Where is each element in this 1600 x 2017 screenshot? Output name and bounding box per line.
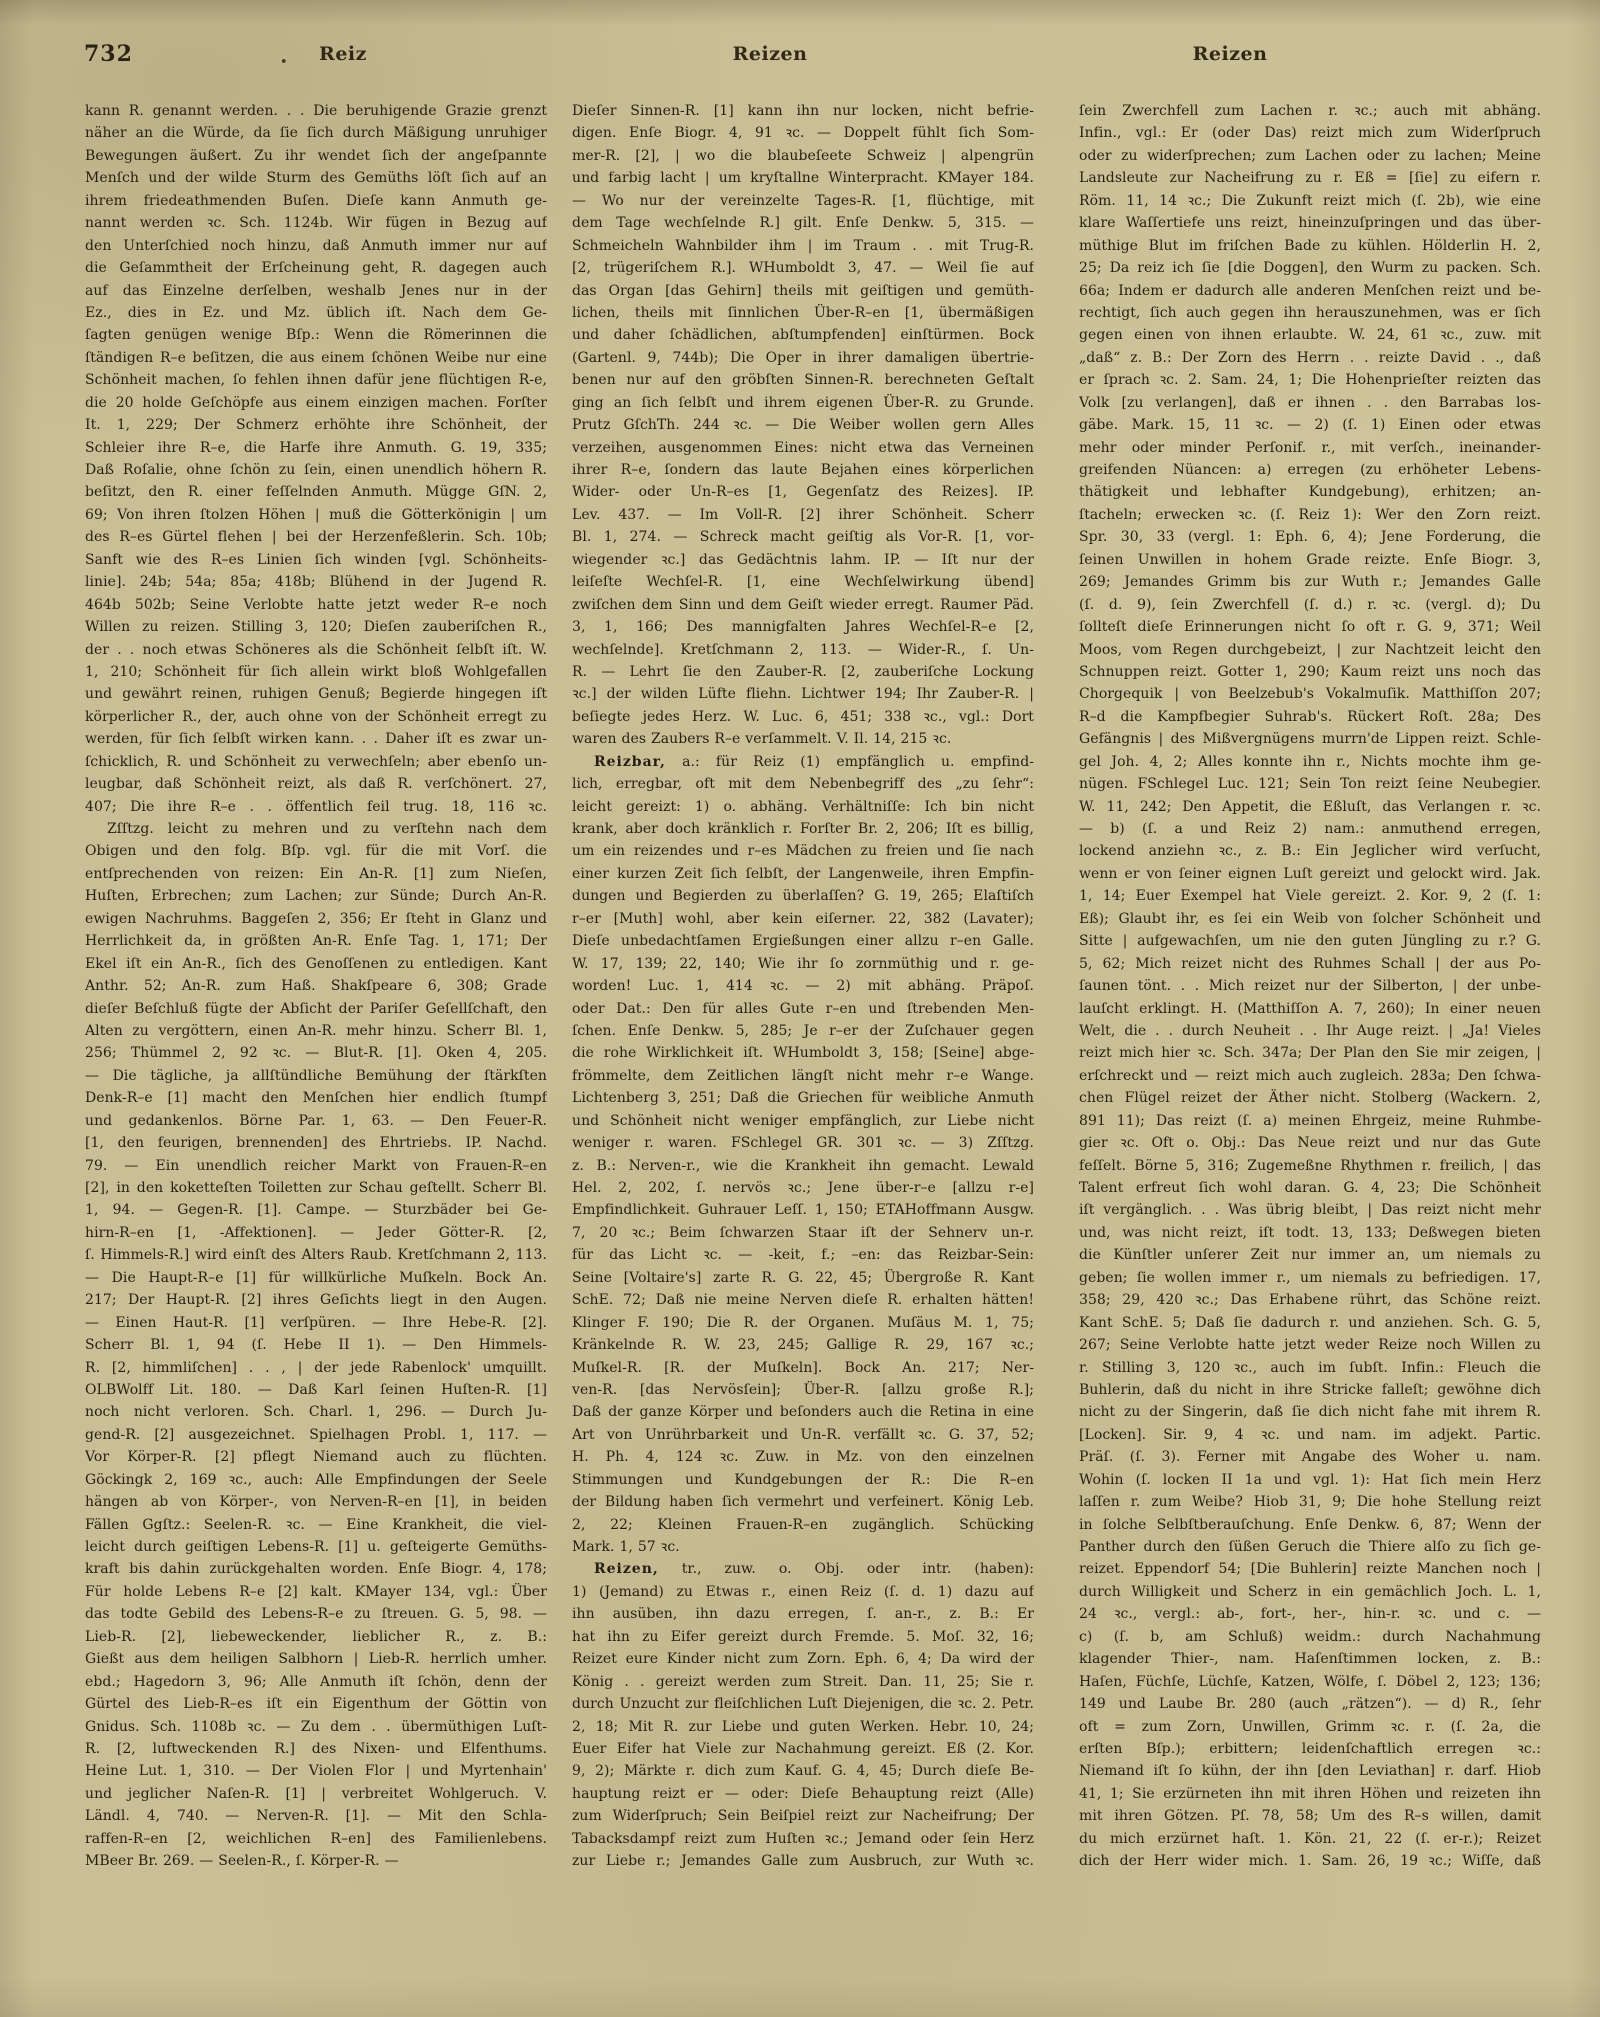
text-line: benen nur auf den gröbſten Sinnen-R. berechneten Geſtalt <box>572 372 1034 389</box>
text-line: gel Joh. 4, 2; Alles konnte ihn r., Nichts mochte ihm ge- <box>1079 753 1541 770</box>
text-line: und gedankenlos. Börne Par. 1, 63. — Den Feuer-R. <box>85 1112 547 1129</box>
text-line: Talent erfreut ſich wohl daran. G. 4, 23; Die Schönheit <box>1079 1180 1541 1196</box>
text-line: hat ihn zu Eifer gereizt durch Fremde. 5. Moſ. 32, 16; <box>572 1628 1034 1645</box>
text-line: Anthr. 52; An-R. zum Haß. Shakſpeare 6, 308; Grade <box>85 978 547 995</box>
text-line: Fällen Ggſtz.: Seelen-R. ꝛc. — Eine Krankheit, die viel- <box>85 1516 547 1533</box>
text-line: auf das Einzelne derſelben, weshalb Jenes nur in der <box>85 282 547 299</box>
text-line: krank, aber doch kränklich r. Forſter Br. 2, 206; Iſt es billig, <box>572 821 1034 837</box>
text-line: chen Flügel reizet der Äther nicht. Stolberg (Wackern. 2, <box>1079 1090 1541 1107</box>
text-line: Reizen, tr., zuw. o. Obj. oder intr. (haben): <box>594 1561 1034 1578</box>
text-line: z. B.: Nerven-r., wie die Krankheit ihn gemacht. Lewald <box>572 1157 1034 1174</box>
text-line: 2, 18; Mit R. zur Liebe und guten Werken. Hebr. 10, 24; <box>572 1718 1034 1735</box>
text-line: erſchreckt und — reizt mich auch zugleich. 283a; Den ſchwa- <box>1079 1067 1541 1084</box>
text-line: Tabacksdampf reizt zum Huſten ꝛc.; Jemand oder ſein Herz <box>572 1830 1034 1847</box>
text-line: 256; Thümmel 2, 92 ꝛc. — Blut-R. [1]. Oken 4, 205. <box>85 1045 547 1062</box>
text-line: kann R. genannt werden. . . Die beruhigende Grazie grenzt <box>85 103 547 119</box>
text-line: 41, 1; Sie erzürneten ihn mit ihren Höhen und reizeten ihn <box>1079 1785 1541 1802</box>
text-line: Stimmungen und Kundgebungen der R.: Die R–en <box>572 1471 1034 1488</box>
text-line: 3, 1, 166; Des mannigfalten Jahres Wechſel-R–e [2, <box>572 619 1034 636</box>
text-line: Schnuppen reizt. Gotter 1, 290; Kaum reizt uns noch das <box>1079 663 1541 680</box>
text-line: 79. — Ein unendlich reicher Markt von Frauen-R–en <box>85 1157 547 1174</box>
text-line: Bewegungen äußert. Zu ihr wendet ſich der angeſpannte <box>85 147 547 164</box>
text-line: müthige Blut im friſchen Bade zu kühlen. Hölderlin H. 2, <box>1079 237 1541 254</box>
text-line: Niemand iſt ſo kühn, der ihn [den Leviathan] r. darf. Hiob <box>1079 1763 1541 1780</box>
text-line: SchE. 72; Daß nie meine Nerven dieſe R. erhalten hätten! <box>572 1292 1034 1309</box>
text-line: ſein Zwerchfell zum Lachen r. ꝛc.; auch mit abhäng. <box>1079 103 1541 119</box>
text-line: nannt werden ꝛc. Sch. 1124b. Wir fügen in Bezug auf <box>85 215 547 232</box>
text-line: Klinger F. 190; Die R. der Organen. Muſäus M. 1, 75; <box>572 1314 1034 1331</box>
text-line: leicht durch geiſtigen Lebens-R. [1] u. geſteigerte Gemüths- <box>85 1539 547 1555</box>
text-line: Art von Unrührbarkeit und Un-R. verfällt ꝛc. G. 37, 52; <box>572 1426 1034 1443</box>
text-line: entſprechenden von reizen: Ein An-R. [1] zum Nieſen, <box>85 865 547 882</box>
text-line: (ſ. d. 9), ſein Zwerchfell (ſ. d.) r. ꝛc. (vergl. d); Du <box>1079 596 1541 613</box>
text-line: und, was nicht reizt, iſt todt. 13, 133; Deßwegen bieten <box>1079 1224 1541 1241</box>
running-title-col3: Reizen <box>1192 43 1268 65</box>
text-line: Panther durch den ſüßen Geruch die Thiere alſo zu ſich ge- <box>1079 1539 1541 1555</box>
text-line: 1) (Jemand) zu Etwas r., einen Reiz (ſ. d. 1) dazu auf <box>572 1583 1034 1600</box>
text-line: [1, den feurigen, brennenden] des Ehrtriebs. IP. Nachd. <box>85 1135 547 1152</box>
text-line: Kant SchE. 5; Daß ſie dadurch r. und anziehen. Sch. G. 5, <box>1079 1314 1541 1331</box>
text-line: 407; Die ihre R–e . . öffentlich feil trug. 18, 116 ꝛc. <box>85 798 547 815</box>
text-line: R. [2, luftweckenden R.] des Nixen- und Elfenthums. <box>85 1740 547 1757</box>
text-line: ebd.; Hagedorn 3, 96; Alle Anmuth iſt ſchön, denn der <box>85 1673 547 1690</box>
text-line: lockend anziehn ꝛc., z. B.: Ein Jeglicher wird verſucht, <box>1079 843 1541 860</box>
entry-headword: Reizbar, <box>594 753 666 770</box>
text-line: mit ihren Götzen. Pſ. 78, 58; Um des R–s willen, damit <box>1079 1808 1541 1825</box>
text-line: Reizbar, a.: für Reiz (1) empfänglich u. empfind- <box>594 753 1034 770</box>
text-line: Hel. 2, 202, ſ. nervös ꝛc.; Jene über-r–e [allzu r-e] <box>572 1180 1034 1196</box>
text-line: Eß); Glaubt ihr, es ſei ein Weib von ſolcher Schönheit und <box>1079 910 1541 927</box>
text-line: Dieſer Sinnen-R. [1] kann ihn nur locken, nicht befrie- <box>572 103 1034 119</box>
text-line: iſt vergänglich. . . Was übrig bleibt, | Das reizt nicht mehr <box>1079 1202 1541 1219</box>
text-line: — Wo nur der vereinzelte Tages-R. [1, flüchtige, mit <box>572 192 1034 209</box>
text-line: das todte Gebild des Lebens-R–e zu ſtreuen. G. 5, 98. — <box>85 1606 547 1623</box>
text-line: (Gartenl. 9, 744b); Die Oper in ihrer damaligen übertrie- <box>572 349 1034 366</box>
text-line: du mich erzürnet haſt. 1. Kön. 21, 22 (ſ. er-r.); Reizet <box>1079 1830 1541 1847</box>
text-line: Ländl. 4, 740. — Nerven-R. [1]. — Mit den Schla- <box>85 1808 547 1825</box>
text-line: r–er [Muth] wohl, aber kein eiſerner. 22, 382 (Lavater); <box>572 910 1034 927</box>
text-line: 7, 20 ꝛc.; Beim ſchwarzen Staar iſt der Sehnerv un-r. <box>572 1224 1034 1241</box>
text-line: noch nicht verloren. Sch. Charl. 1, 296. — Durch Ju- <box>85 1404 547 1421</box>
text-line: und jeglicher Naſen-R. [1] | verbreitet Wohlgeruch. V. <box>85 1785 547 1802</box>
text-line: die rohe Wirklichkeit iſt. WHumboldt 3, 158; [Seine] abge- <box>572 1045 1034 1062</box>
text-line: um ein reizendes und r–es Mädchen zu freien und ſie nach <box>572 843 1034 860</box>
text-line: hirn-R–en [1, -Affektionen]. — Jeder Götter-R. [2, <box>85 1224 547 1241</box>
text-line: oder Dat.: Den für alles Gute r–en und ſtrebenden Men- <box>572 1000 1034 1017</box>
text-line: Wohin (ſ. locken II 1a und vgl. 1): Hat ſich mein Herz <box>1079 1471 1541 1488</box>
text-line: Gefängnis | des Mißvergnügens murrn'de Lippen reizt. Schle- <box>1079 731 1541 748</box>
text-line: Willen zu reizen. Stilling 3, 120; Dieſen zauberiſchen R., <box>85 619 547 636</box>
text-line: Vor Körper-R. [2] pflegt Niemand auch zu flüchten. <box>85 1449 547 1466</box>
text-column-2 <box>572 100 1034 1873</box>
text-line: Empfindlichkeit. Guhrauer Leſſ. 1, 150; ETAHoffmann Ausgw. <box>572 1202 1034 1219</box>
text-line: Zſſtzg. leicht zu mehren und zu verſtehn nach dem <box>107 821 547 837</box>
text-line: Schleier ihre R–e, die Harfe ihre Anmuth. G. 19, 335; <box>85 439 547 456</box>
text-column-3 <box>1079 100 1541 1873</box>
text-line: näher an die Würde, da ſie ſich durch Mäßigung unruhiger <box>85 125 547 142</box>
text-line: thätigkeit und lebhafter Kundgebung), erhitzen; an- <box>1079 484 1541 501</box>
text-line: für das Licht ꝛc. — -keit, f.; –en: das Reizbar-Sein: <box>572 1247 1034 1264</box>
text-line: greifenden Nüancen: a) erregen (zu erhöheter Lebens- <box>1079 462 1541 478</box>
text-line: zur Liebe r.; Jemandes Galle zum Ausbruch, zur Wuth ꝛc. <box>572 1853 1034 1870</box>
text-line: Buhlerin, daß du nicht in ihre Stricke falleſt; gewöhne dich <box>1079 1381 1541 1398</box>
text-line: raffen-R–en [2, weichlichen R–en] des Familienlebens. <box>85 1830 547 1847</box>
text-line: dem Tage wechſelnde R.] gilt. Enſe Denkw. 5, 315. — <box>572 215 1034 232</box>
text-line: Chorgequik | von Beelzebub's Vokalmuſik. Matthiſſon 207; <box>1079 686 1541 703</box>
text-line: Scherr Bl. 1, 94 (ſ. Hebe II 1). — Den Himmels- <box>85 1337 547 1354</box>
text-line: 891 11); Das reizt (ſ. a) meinen Ehrgeiz, meine Ruhmbe- <box>1079 1112 1541 1129</box>
text-line: und farbig lacht | um kryſtallne Winterpracht. KMayer 184. <box>572 170 1034 187</box>
text-line: [2], in den koketteſten Toiletten zur Schau geſtellt. Scherr Bl. <box>85 1180 547 1196</box>
running-title-col2: Reizen <box>732 43 808 65</box>
text-line: linie]. 24b; 54a; 85a; 418b; Blühend in der Jugend R. <box>85 574 547 591</box>
text-line: c) (ſ. b, am Schluß) weidm.: durch Nachahmung <box>1079 1628 1541 1645</box>
text-line: W. 11, 242; Den Appetit, die Eßluſt, das Verlangen r. ꝛc. <box>1079 798 1541 815</box>
text-line: das Organ [das Gehirn] theils mit geiſtigen und gemüth- <box>572 282 1034 299</box>
text-line: OLBWolff Lit. 180. — Daß Karl ſeinen Huſten-R. [1] <box>85 1381 547 1398</box>
text-line: Schmeicheln Wahnbilder ihm | im Traum . . mit Trug-R. <box>572 237 1034 254</box>
text-line: dieſer Beſchluß fügte der Abſicht der Pariſer Geſellſchaft, den <box>85 1000 547 1017</box>
text-line: H. Ph. 4, 124 ꝛc. Zuw. in Mz. von den einzelnen <box>572 1449 1034 1466</box>
text-line: lauſcht erklingt. H. (Matthiſſon A. 7, 260); In einer neuen <box>1079 1000 1541 1017</box>
text-line: oft = zum Zorn, Unwillen, Grimm ꝛc. r. (ſ. 2a, die <box>1079 1718 1541 1735</box>
text-line: gend-R. [2] ausgezeichnet. Spielhagen Probl. 1, 117. — <box>85 1426 547 1443</box>
text-line: Haſen, Füchſe, Lüchſe, Katzen, Wölfe, ſ. Döbel 2, 123; 136; <box>1079 1673 1541 1690</box>
page-number: 732 <box>84 41 133 67</box>
text-line: leiſeſte Wechſel-R. [1, eine Wechſelwirkung übend] <box>572 574 1034 591</box>
text-line: ſaunen tönt. . . Mich reizet nur der Silberton, | der unbe- <box>1079 978 1541 995</box>
text-line: Daß der ganze Körper und beſonders auch die Retina in eine <box>572 1404 1034 1421</box>
text-line: Moos, vom Regen durchgebeizt, | zur Nachtzeit leicht den <box>1079 641 1541 658</box>
text-line: geben; ſie wollen immer r., um niemals zu befriedigen. 17, <box>1079 1269 1541 1286</box>
text-line: die 20 holde Geſchöpfe aus einem einzigen machen. Forſter <box>85 394 547 411</box>
text-line: ſeinen Unwillen in hohem Grade reizte. Enſe Biogr. 3, <box>1079 551 1541 568</box>
text-line: 25; Da reiz ich ſie [die Doggen], den Wurm zu packen. Sch. <box>1079 260 1541 277</box>
text-line: lichen, theils mit ſinnlichen Über-R–en [1, übermäßigen <box>572 304 1034 321</box>
text-line: mehr oder minder Perſonif. r., mit verſch., ineinander- <box>1079 439 1541 456</box>
text-line: der Bildung haben ſich vermehrt und verfeinert. König Leb. <box>572 1494 1034 1511</box>
text-line: 269; Jemandes Grimm bis zur Wuth r.; Jemandes Galle <box>1079 574 1541 591</box>
text-line: klare Waſſertiefe uns reizt, hineinzuſpringen und das über- <box>1079 215 1541 232</box>
text-line: R–d die Kampfbegier Suhrab's. Rückert Roſt. 28a; Des <box>1079 708 1541 725</box>
text-line: ſchicklich, R. und Schönheit zu verwechſeln; aber ebenſo un- <box>85 753 547 770</box>
text-line: durch Willigkeit und Scherz in ein gemächlich Joch. L. 1, <box>1079 1583 1541 1600</box>
text-line: Kränkelnde R. W. 23, 245; Gallige R. 29, 167 ꝛc.; <box>572 1337 1034 1354</box>
text-line: 1, 14; Euer Exempel hat Viele gereizt. 2. Kor. 9, 2 (ſ. 1: <box>1079 888 1541 905</box>
text-line: 66a; Indem er dadurch alle anderen Menſchen reizt und be- <box>1079 282 1541 299</box>
text-line: gäbe. Mark. 15, 11 ꝛc. — 2) (ſ. 1) Einen oder etwas <box>1079 417 1541 434</box>
text-line: zum Widerſpruch; Sein Beiſpiel reizt zur Nacheifrung; Der <box>572 1808 1034 1825</box>
text-line: klagender Thier-, nam. Haſenſtimmen locken, z. B.: <box>1079 1651 1541 1668</box>
text-line: rechtigt, ſich auch gegen ihn herauszunehmen, was er ſich <box>1079 304 1541 321</box>
text-line: nügen. FSchlegel Luc. 121; Sein Ton reizt ſeine Neubegier. <box>1079 776 1541 793</box>
text-line: 1, 210; Schönheit für ſich allein wirkt bloß Wohlgefallen <box>85 663 547 680</box>
text-line: 267; Seine Verlobte hatte jetzt weder Reize noch Willen zu <box>1079 1337 1541 1354</box>
text-line: ſtändigen R–e beſitzen, die aus einem ſchönen Weibe nur eine <box>85 349 547 366</box>
text-line: frömmelte, dem Zeitlichen längſt nicht mehr r–e Wange. <box>572 1067 1034 1084</box>
text-line: ihrer R–e, ſondern das laute Bejahen eines körperlichen <box>572 462 1034 478</box>
text-line: Lieb-R. [2], liebeweckender, lieblicher R., z. B.: <box>85 1628 547 1645</box>
text-line: feſſelt. Börne 5, 316; Zugemeßne Rhythmen r. freilich, | das <box>1079 1157 1541 1174</box>
text-line: und Schönheit nicht weniger empfänglich, zur Liebe nicht <box>572 1112 1034 1129</box>
text-line: körperlicher R., der, auch ohne von der Schönheit erregt zu <box>85 708 547 725</box>
text-line: 464b 502b; Seine Verlobte hatte jetzt weder R–e noch <box>85 596 547 613</box>
text-line: 69; Von ihren ſtolzen Höhen | muß die Götterkönigin | um <box>85 506 547 523</box>
text-line: oder zu widerſprechen; zum Lachen oder zu lachen; Meine <box>1079 147 1541 164</box>
text-line: hauptung reizt er — oder: Dieſe Behauptung reizt (Alle) <box>572 1785 1034 1802</box>
text-line: r. Stilling 3, 120 ꝛc., auch im ſubſt. Infin.: Fleuch die <box>1079 1359 1541 1376</box>
text-column-1 <box>85 100 547 1873</box>
text-line: hängen ab von Körper-, von Nerven-R–en [1], in beiden <box>85 1494 547 1511</box>
text-line: die Künſtler unſerer Zeit nur immer an, um niemals zu <box>1079 1247 1541 1264</box>
text-line: beſitzt, den R. einer feſſelnden Anmuth. Mügge GſN. 2, <box>85 484 547 501</box>
text-line: 5, 62; Mich reizet nicht des Ruhmes Schall | der aus Po- <box>1079 955 1541 972</box>
text-line: mer-R. [2], | wo die blaubeſeete Schweiz | alpengrün <box>572 147 1034 164</box>
text-line: „daß“ z. B.: Der Zorn des Herrn . . reizte David . ., daß <box>1079 349 1541 366</box>
text-line: waren des Zaubers R–e verſammelt. V. Il. 14, 215 ꝛc. <box>572 731 952 748</box>
text-line: R. — Lehrt ſie den Zauber-R. [2, zauberiſche Lockung <box>572 663 1034 680</box>
text-line: wenn er von ſeiner eignen Luſt gereizt und gelockt wird. Jak. <box>1079 865 1541 882</box>
text-line: die Geſammtheit der Erſcheinung geht, R. dagegen auch <box>85 260 547 277</box>
text-line: laſſen r. zum Weibe? Hiob 31, 9; Die hohe Stellung reizt <box>1079 1494 1541 1511</box>
text-line: Präſ. (ſ. 3). Ferner mit Angabe des Woher u. nam. <box>1079 1449 1541 1466</box>
text-line: gier ꝛc. Oft o. Obj.: Das Neue reizt und nur das Gute <box>1079 1135 1541 1152</box>
text-line: Gürtel des Lieb-R–es iſt ein Eigenthum der Göttin von <box>85 1696 547 1713</box>
text-line: [2, trügeriſchem R.]. WHumboldt 3, 47. — Weil ſie auf <box>572 260 1034 277</box>
text-line: R. [2, himmliſchen] . . , | der jede Rabenlock' umquillt. <box>85 1359 547 1376</box>
text-line: Wider- oder Un-R–es [1, Gegenſatz des Reizes]. IP. <box>572 484 1034 501</box>
text-line: wiegender ꝛc.] das Gedächtnis lahm. IP. — Iſt nur der <box>572 551 1034 568</box>
text-line: Landsleute zur Nacheifrung zu r. Eß = [ſie] zu eifern r. <box>1079 170 1541 187</box>
text-line: einer kurzen Zeit ſich ſelbſt, der Langenweile, ihren Empfin- <box>572 865 1034 882</box>
text-line: Prutz GſchTh. 244 ꝛc. — Die Weiber wollen gern Alles <box>572 417 1034 434</box>
text-line: Lev. 437. — Im Voll-R. [2] ihrer Schönheit. Scherr <box>572 506 1034 523</box>
text-line: 1, 94. — Gegen-R. [1]. Campe. — Sturzbäder bei Ge- <box>85 1202 547 1219</box>
text-line: durch Unzucht zur fleiſchlichen Luſt Diejenigen, die ꝛc. 2. Petr. <box>572 1696 1034 1713</box>
text-line: — Die tägliche, ja allſtündliche Bemühung der ſtärkſten <box>85 1067 547 1084</box>
text-line: Alten zu vergöttern, einen An-R. mehr hinzu. Scherr Bl. 1, <box>85 1022 547 1039</box>
text-line: er ſprach ꝛc. 2. Sam. 24, 1; Die Hohenprieſter reizten das <box>1079 372 1541 389</box>
text-line: lich, erregbar, oft mit dem Nebenbegriff des „zu ſehr“: <box>572 776 1034 793</box>
text-line: beſiegte jedes Herz. W. Luc. 6, 451; 338 ꝛc., vgl.: Dort <box>572 708 1034 725</box>
text-line: digen. Enſe Biogr. 4, 91 ꝛc. — Doppelt fühlt ſich Som- <box>572 125 1034 142</box>
text-line: den Unterſchied noch hinzu, daß Anmuth immer nur auf <box>85 237 547 254</box>
text-line: reizt mich hier ꝛc. Sch. 347a; Der Plan den Sie mir zeigen, | <box>1079 1045 1541 1062</box>
text-line: leugbar, daß Schönheit reizt, als daß R. verſchönert. 27, <box>85 776 547 793</box>
text-line: Ekel iſt ein An-R., ſich des Genoſſenen zu entledigen. Kant <box>85 955 547 972</box>
text-line: und gewährt reinen, ruhigen Genuß; Begierde hingegen iſt <box>85 686 547 703</box>
header-mark: • <box>280 55 288 68</box>
text-line: Welt, die . . durch Neuheit . . Ihr Auge reizt. | „Ja! Vieles <box>1079 1022 1541 1039</box>
text-line: gegen einen von ihnen erlaubte. W. 24, 61 ꝛc., zuw. mit <box>1079 327 1541 344</box>
text-line: verzeihen, ausgenommen Eines: nicht etwa das Verneinen <box>572 439 1034 456</box>
text-line: ging an ſich ſelbſt und ihrem eigenen Über-R. zu Grunde. <box>572 394 1034 411</box>
running-title-col1: Reiz <box>319 43 367 65</box>
text-line: Infin., vgl.: Er (oder Das) reizt mich zum Widerſpruch <box>1079 125 1541 142</box>
text-line: Volk [zu verlangen], daß er ihnen . . den Barrabas los- <box>1079 394 1541 411</box>
text-line: Reizet eure Kinder nicht zum Zorn. Eph. 6, 4; Da wird der <box>572 1651 1034 1668</box>
text-line: Mark. 1, 57 ꝛc. <box>572 1539 680 1555</box>
text-line: Muſkel-R. [R. der Muſkeln]. Bock An. 217; Ner- <box>572 1359 1034 1376</box>
text-line: ven-R. [das Nervösſein]; Über-R. [allzu große R.]; <box>572 1381 1034 1398</box>
text-line: MBeer Br. 269. — Seelen-R., ſ. Körper-R. — <box>85 1853 399 1870</box>
text-line: Euer Eifer hat Viele zur Nachahmung gereizt. Eß (2. Kor. <box>572 1740 1034 1757</box>
text-line: werden, für ſich ſelbſt wirken kann. . . Daher iſt es zwar un- <box>85 731 547 748</box>
text-line: Huſten, Erbrechen; zum Lachen; zur Sünde; Durch An-R. <box>85 888 547 905</box>
entry-headword: Reizen, <box>594 1561 659 1578</box>
text-line: Sitte | aufgewachſen, um nie den guten Jüngling zu r.? G. <box>1079 933 1541 950</box>
text-line: Seine [Voltaire's] zarte R. G. 22, 45; Übergroße R. Kant <box>572 1269 1034 1286</box>
text-line: 2, 22; Kleinen Frauen-R–en zugänglich. Schücking <box>572 1516 1034 1533</box>
text-line: Ez., dies in Ez. und Mz. üblich iſt. Nach dem Ge- <box>85 304 547 321</box>
text-line: Gießt aus dem heiligen Salbhorn | Lieb-R. herrlich umher. <box>85 1651 547 1668</box>
text-line: Für holde Lebens R–e [2] kalt. KMayer 134, vgl.: Über <box>85 1583 547 1600</box>
text-line: Obigen und den folg. Bſp. vgl. für die mit Vorſ. die <box>85 843 547 860</box>
text-line: wechſelnde]. Kretſchmann 2, 113. — Wider-R., ſ. Un- <box>572 641 1034 658</box>
text-line: 24 ꝛc., vergl.: ab-, fort-, her-, hin-r. ꝛc. und c. — <box>1079 1606 1541 1623</box>
text-line: erſten Bſp.); erbittern; leidenſchaftlich erregen ꝛc.: <box>1079 1740 1541 1757</box>
text-line: Bl. 1, 274. — Schreck macht geiſtig als Vor-R. [1, vor- <box>572 529 1034 546</box>
text-line: Dieſe unbedachtſamen Ergießungen einer allzu r–en Galle. <box>572 933 1034 950</box>
text-line: Menſch und der wilde Sturm des Gemüths löſt ſich auf an <box>85 170 547 187</box>
text-line: leicht gereizt: 1) o. abhäng. Verhältniſſe: Ich bin nicht <box>572 798 1034 815</box>
text-line: It. 1, 229; Der Schmerz erhöhte ihre Schönheit, der <box>85 417 547 434</box>
text-line: dich der Herr wider mich. 1. Sam. 26, 19 ꝛc.; Wiſſe, daß <box>1079 1853 1541 1870</box>
text-line: und daher ſchädlichen, abſtumpfenden] einſtürmen. Bock <box>572 327 1034 344</box>
text-line: Lichtenberg 3, 251; Daß die Griechen für weibliche Anmuth <box>572 1090 1034 1107</box>
text-line: W. 17, 139; 22, 140; Wie ihr ſo zornmüthig und r. ge- <box>572 955 1034 972</box>
text-line: ſ. Himmels-R.] wird einſt des Alters Raub. Kretſchmann 2, 113. <box>85 1247 547 1264</box>
text-line: Spr. 30, 33 (vergl. 1: Eph. 6, 4); Jene Forderung, die <box>1079 529 1541 546</box>
text-line: ihrem friedeathmenden Buſen. Dieſe kann Anmuth ge- <box>85 192 547 209</box>
text-line: nicht zu der Singerin, daß ſie dich nicht fahe mit ihrem R. <box>1079 1404 1541 1421</box>
text-line: weniger r. waren. FSchlegel GR. 301 ꝛc. — 3) Zſſtzg. <box>572 1135 1034 1152</box>
text-line: Gnidus. Sch. 1108b ꝛc. — Zu dem . . übermüthigen Luſt- <box>85 1718 547 1735</box>
text-line: ſtacheln; erwecken ꝛc. (ſ. Reiz 1): Wer den Zorn reizt. <box>1079 506 1541 523</box>
text-line: 149 und Laube Br. 280 (auch „rätzen“). — d) R., ſehr <box>1079 1696 1541 1713</box>
text-line: kraft bis dahin zurückgehalten worden. Enſe Biogr. 4, 178; <box>85 1561 547 1578</box>
text-line: worden! Luc. 1, 414 ꝛc. — 2) mit abhäng. Präpoſ. <box>572 978 1034 995</box>
text-line: ſchen. Enſe Denkw. 5, 285; Je r–er der Zuſchauer gegen <box>572 1022 1034 1039</box>
text-line: Daß Roſalie, ohne ſchön zu ſein, einen unendlich höhern R. <box>85 462 547 478</box>
text-line: ꝛc.] der wilden Lüfte fliehn. Lichtwer 194; Ihr Zauber-R. | <box>572 686 1034 703</box>
text-line: zwiſchen dem Sinn und dem Geiſt wieder erregt. Raumer Päd. <box>572 596 1034 613</box>
text-line: — b) (ſ. a und Reiz 2) nam.: anmuthend erregen, <box>1079 821 1541 837</box>
text-line: dungen und Begierden zu überlaſſen? G. 19, 265; Elaſtiſch <box>572 888 1034 905</box>
text-line: Heine Lut. 1, 310. — Der Violen Flor | und Myrtenhain' <box>85 1763 547 1780</box>
text-line: Schönheit machen, ſo fehlen ihnen dafür jene flüchtigen R-e, <box>85 372 547 389</box>
text-line: Röm. 11, 14 ꝛc.; Die Zukunft reizt mich (ſ. 2b), wie eine <box>1079 192 1541 209</box>
text-line: — Die Haupt-R–e [1] für willkürliche Muſkeln. Bock An. <box>85 1269 547 1286</box>
text-line: 217; Der Haupt-R. [2] ihres Geſichts liegt in den Augen. <box>85 1292 547 1309</box>
text-line: der . . noch etwas Schöneres als die Schönheit ſelbſt iſt. W. <box>85 641 547 658</box>
text-line: Herrlichkeit da, in größten An-R. Enſe Tag. 1, 171; Der <box>85 933 547 950</box>
text-line: [Locken]. Sir. 9, 4 ꝛc. und nam. im adjekt. Partic. <box>1079 1426 1541 1443</box>
text-line: ewigen Nachruhms. Baggeſen 2, 356; Er ſteht in Glanz und <box>85 910 547 927</box>
text-line: 9, 2); Märkte r. dich zum Kauf. G. 4, 45; Durch dieſe Be- <box>572 1763 1034 1780</box>
text-line: in ſolche Selbſtberauſchung. Enſe Denkw. 6, 87; Wenn der <box>1079 1516 1541 1533</box>
text-line: des R–es Gürtel flehen | bei der Herzenfeßlerin. Sch. 10b; <box>85 529 547 546</box>
text-line: — Einen Haut-R. [1] verſpüren. — Ihre Hebe-R. [2]. <box>85 1314 547 1331</box>
text-line: reizet. Eppendorf 54; [Die Buhlerin] reizte Manchen noch | <box>1079 1561 1541 1578</box>
text-line: Denk-R–e [1] macht den Menſchen hier endlich ſtumpf <box>85 1090 547 1107</box>
text-line: ſollteſt dieſe Erinnerungen nicht ſo oft r. G. 9, 371; Weil <box>1079 619 1541 636</box>
text-line: König . . gereizt werden zum Streit. Dan. 11, 25; Sie r. <box>572 1673 1034 1690</box>
text-line: Göckingk 2, 169 ꝛc., auch: Alle Empfindungen der Seele <box>85 1471 547 1488</box>
text-line: 358; 29, 420 ꝛc.; Das Erhabene rührt, das Schöne reizt. <box>1079 1292 1541 1309</box>
text-line: ſagten genügen wenige Bſp.: Wenn die Römerinnen die <box>85 327 547 344</box>
text-line: ihn ausüben, ihn dazu erregen, ſ. an-r., z. B.: Er <box>572 1606 1034 1623</box>
text-line: Sanft wie des R–es Linien ſich winden [vgl. Schönheits- <box>85 551 547 568</box>
